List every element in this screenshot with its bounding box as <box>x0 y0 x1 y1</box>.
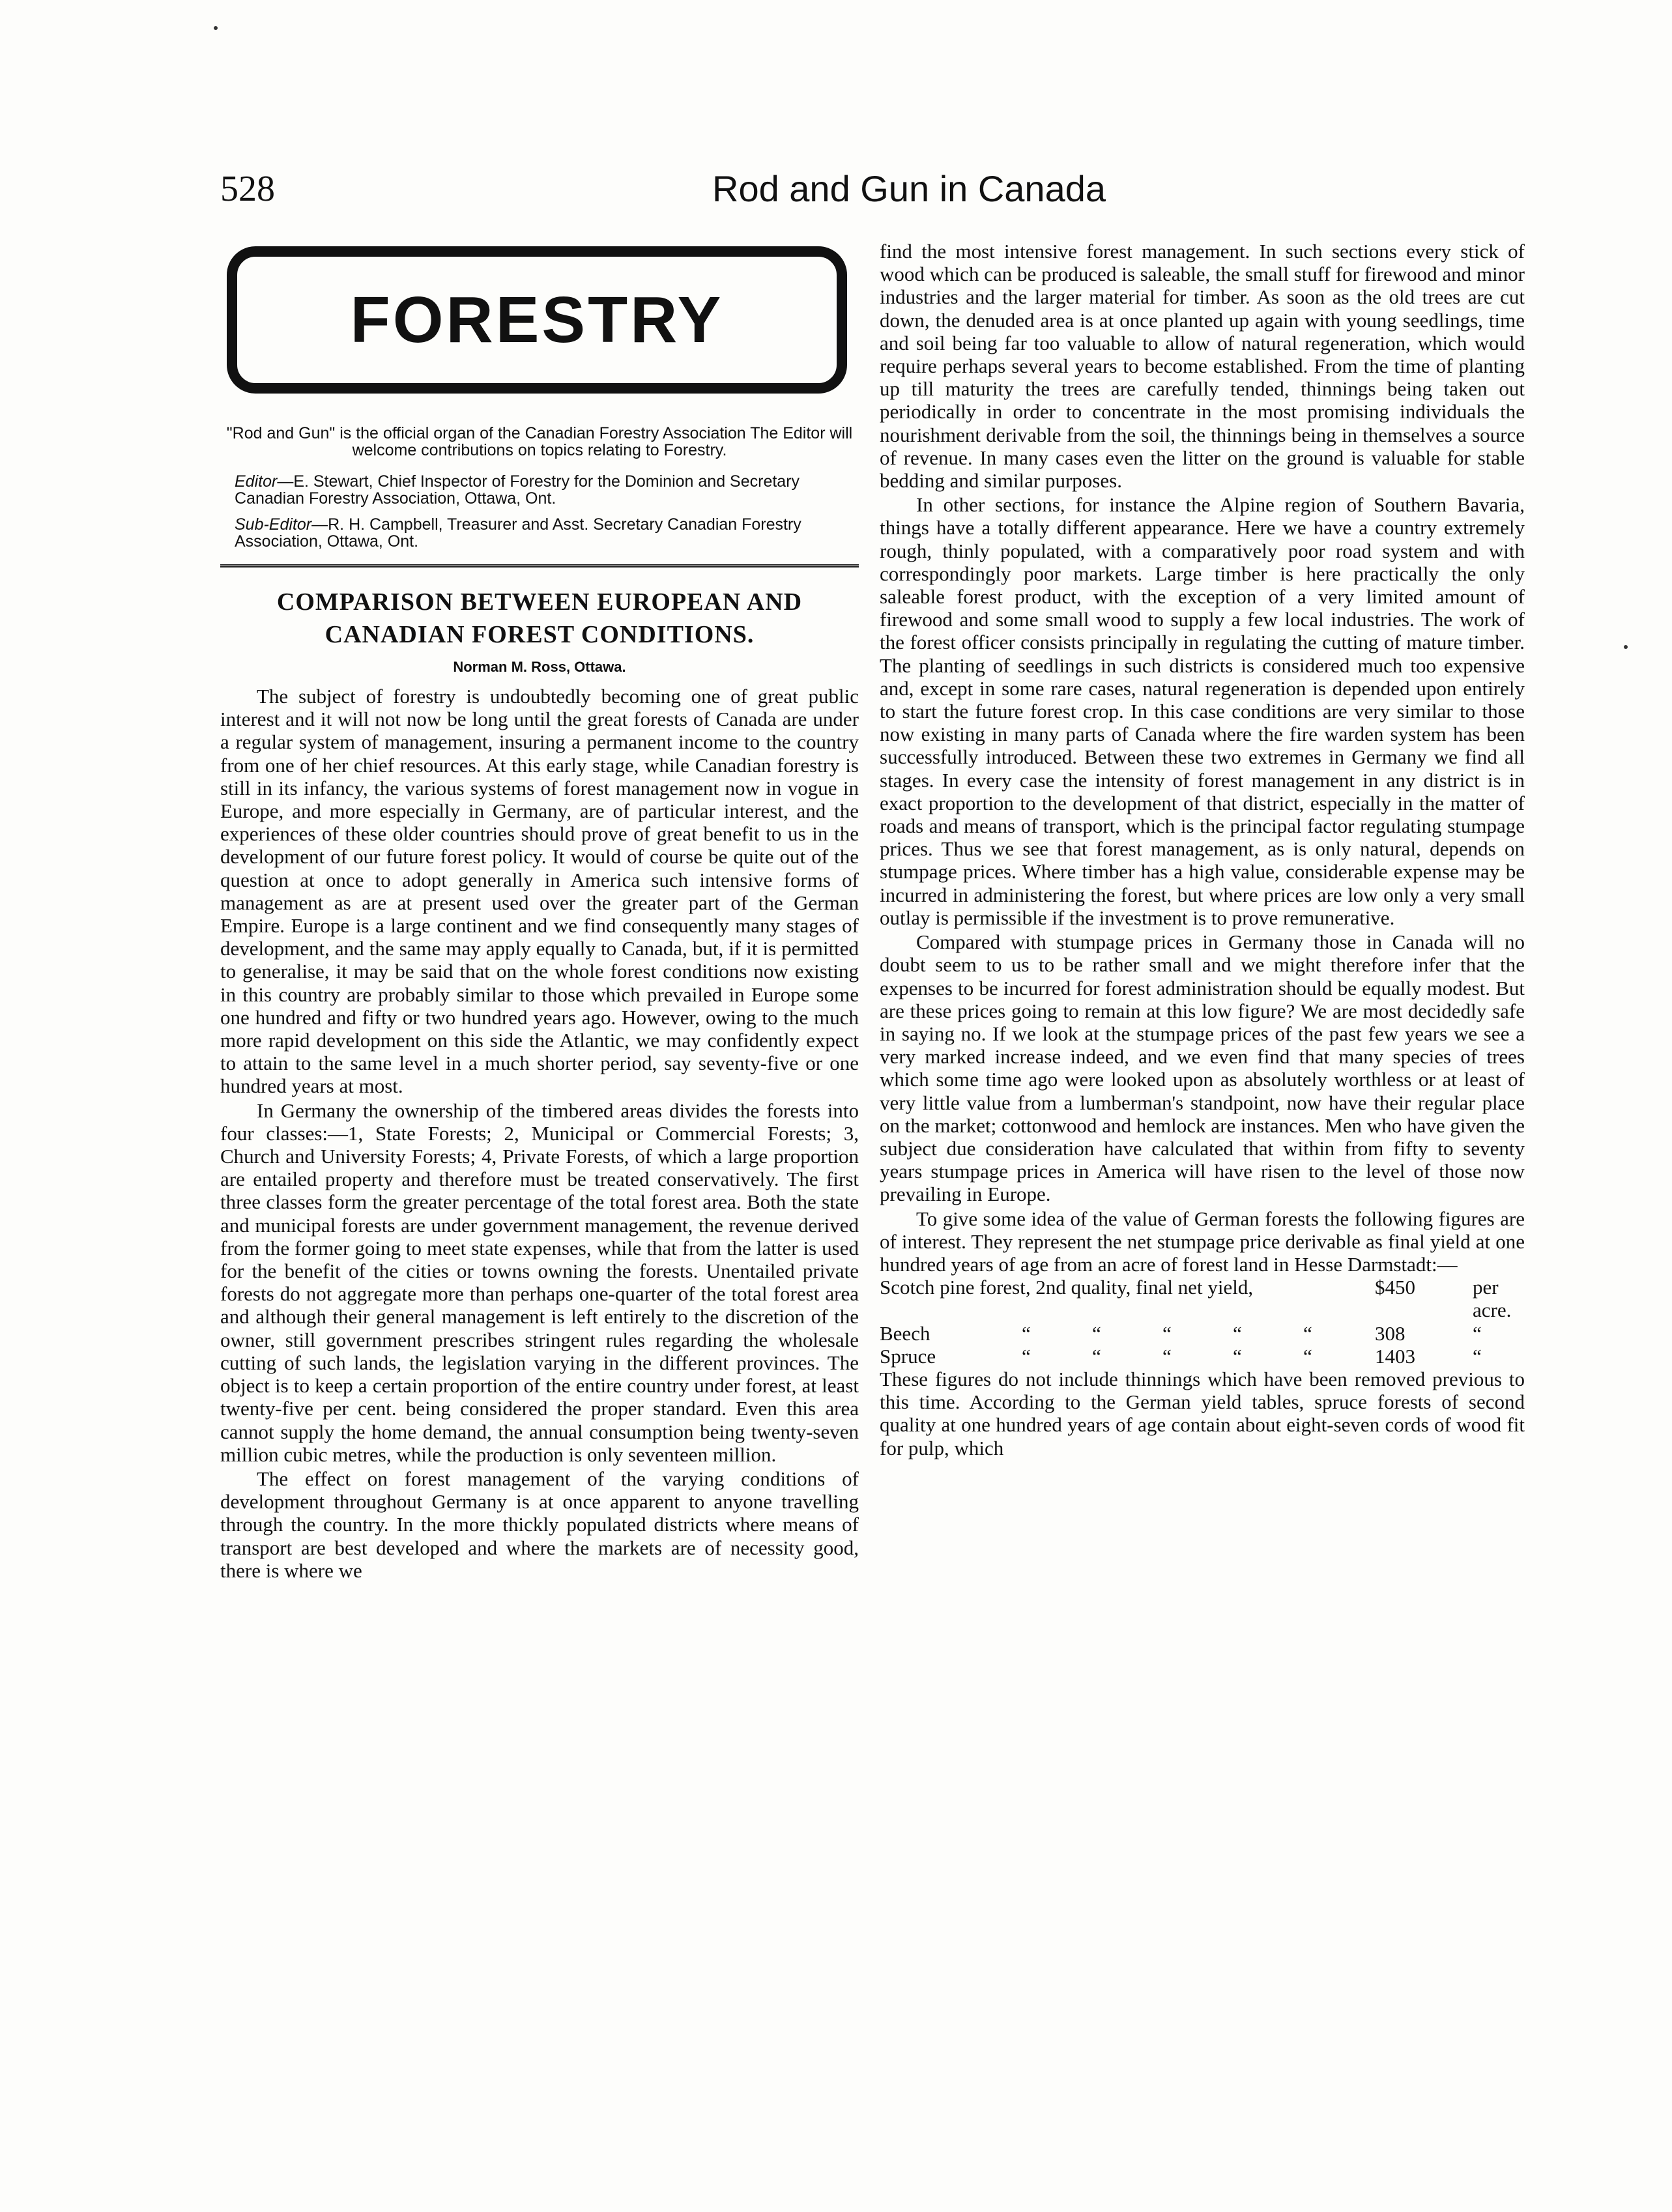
subeditor-role: Sub-Editor <box>235 515 312 534</box>
price-value: 1403 <box>1375 1344 1415 1368</box>
price-label: Scotch pine forest, 2nd quality, final net yield, <box>880 1276 1254 1299</box>
article-title <box>220 586 859 651</box>
subeditor-credit <box>220 516 859 550</box>
body-paragraph: In Germany the ownership of the timbered areas divides the forests into four classes:—1, State Forests; 2, Municipal or Commercial Forests; 3, Church and University Forests; 4, Private Forests, of which a large proportion are entailed property and therefore must be treated conservatively. The first three classes form the greater percentage of the total forest area. Both the state and municipal forests are under government management, the revenue derived from the former going to meet state expenses, while that from the latter is used for the benefit of the cities or towns owning the forests. Unentailed private forests do not aggregate more than perhaps one-quarter of the total forest area and although their general management is left entirely to the discretion of the owner, still government prescribes stringent rules regarding the wholesale cutting of such lands, the legislation varying in the different provinces. The object is to keep a certain proportion of the entire country under forest, at least twenty-five per cent. being considered the proper standard. Even this area cannot supply the home demand, the annual consumption being twenty-seven million cubic metres, while the production is only seventeen million. <box>220 1099 859 1466</box>
price-unit: per acre. <box>1473 1276 1512 1322</box>
editor-credit <box>220 473 859 507</box>
article-title-line: COMPARISON BETWEEN EUROPEAN AND <box>276 588 803 616</box>
ditto-mark: “ <box>1162 1344 1172 1368</box>
price-label: Beech <box>880 1321 930 1345</box>
body-paragraph: The subject of forestry is undoubtedly becoming one of great public interest and it will not now be long until the great forests of Canada are under a regular system of management, insuring a permanent income to the country from one of her chief resources. At this early stage, while Canadian forestry is still in its infancy, the various systems of forest management now in vogue in Europe, and more especially in Germany, are of particular interest, and the experiences of these older countries should prove of great benefit to us in the development of our future forest policy. It would of course be quite out of the question at once to adopt generally in America such intensive forms of management as are at present used over the greater part of the German Empire. Europe is a large continent and we find consequently many stages of development, and the same may apply equally to Canada, but, if it is permitted to generalise, it may be said that on the whole forest conditions now existing in this country are probably similar to those which prevailed in Europe some one hundred and fifty or two hundred years ago. However, owing to the much more rapid development on this side the Atlantic, we may confidently expect to attain to the same level in a much shorter period, say seventy-five or one hundred years at most. <box>220 685 859 1098</box>
running-title: Rod and Gun in Canada <box>712 168 1106 209</box>
ditto-mark: “ <box>1473 1344 1482 1368</box>
subeditor-text: —R. H. Campbell, Treasurer and Asst. Secretary Canadian Forestry Association, Ottawa, Ont. <box>235 515 801 551</box>
right-column <box>880 240 1525 1459</box>
ditto-marks <box>1010 1322 1375 1345</box>
article-byline: Norman M. Ross, Ottawa. <box>453 659 626 675</box>
ditto-mark: “ <box>1473 1321 1482 1345</box>
price-row <box>880 1345 1525 1368</box>
editor-text: —E. Stewart, Chief Inspector of Forestry for the Dominion and Secretary Canadian Forestry Association, Ottawa, Ont. <box>235 472 800 508</box>
staff-credits <box>220 473 859 550</box>
body-paragraph: These figures do not include thinnings which have been removed previous to this time. According to the German yield tables, spruce forests of second quality at one hundred years of age contain about eight-seven cords of wood fit for pulp, which <box>880 1367 1525 1459</box>
ditto-mark: “ <box>1303 1344 1312 1368</box>
body-paragraph: find the most intensive forest management. In such sections every stick of wood which can be produced is saleable, the small stuff for firewood and minor industries and the larger material for timber. As soon as the old trees are cut down, the denuded area is at once planted up again with young seedlings, time and soil being far too valuable to allow of natural regeneration, which would require perhaps several years to become established. From the time of planting up till maturity the trees are carefully tended, thinnings being taken out periodically in order to concentrate in the most promising individuals the nourishment derivable from the soil, the thinnings being in themselves a source of revenue. In many cases even the litter on the ground is valuable for stable bedding and similar purposes. <box>880 240 1525 493</box>
body-paragraph: Compared with stumpage prices in Germany those in Canada will no doubt seem to us to be rather small and we might therefore infer that the expenses to be incurred for forest administration should be equally modest. But are these prices going to remain at this low figure? We are most decidedly safe in saying no. If we look at the stumpage prices of the past few years we see a very marked increase indeed, and we even find that many species of trees which some time ago were looked upon as absolutely worthless or at least of very little value from a lumberman's standpoint, now have their regular place on the market; cottonwood and hemlock are instances. Men who have given the subject due consideration have calculated that within from fifty to seventy years stumpage prices in America will have risen to the level of those now prevailing in Europe. <box>880 930 1525 1206</box>
scan-speck <box>1624 645 1628 649</box>
body-paragraph: To give some idea of the value of German forests the following figures are of interest. They represent the net stumpage price derivable as final yield at one hundred years of age from an acre of forest land in Hesse Darmstadt:— <box>880 1207 1525 1276</box>
section-banner-title: FORESTRY <box>350 283 724 356</box>
masthead-note: "Rod and Gun" is the official organ of the Canadian Forestry Association The Editor will welcome contributions on topics relating to Forestry. <box>226 424 853 459</box>
price-row <box>880 1322 1525 1345</box>
scan-speck <box>214 26 218 30</box>
section-banner <box>227 246 847 394</box>
price-row <box>880 1276 1525 1321</box>
ditto-mark: “ <box>1162 1321 1172 1345</box>
body-paragraph: In other sections, for instance the Alpine region of Southern Bavaria, things have a totally different appearance. Here we have a country extremely rough, thinly populated, with a comparatively poor road system and with correspondingly poor markets. Large timber is here practically the only saleable forest product, with the exception of a very limited amount of firewood and some small wood to supply a few local industries. The work of the forest officer consists principally in regulating the cutting of mature timber. The planting of seedlings in such districts is considered much too expensive and, except in some rare cases, natural regeneration is depended upon entirely to start the future forest crop. In this case conditions are very similar to those now existing in many parts of Canada where the fire warden system has been successfully introduced. Between these two extremes in Germany we find all stages. In every case the intensity of forest management in any district is in exact proportion to the development of that district, especially in the matter of roads and means of transport, which is the principal factor regulating stumpage prices. Thus we see that forest management, as is only natural, depends on stumpage prices. Where timber has a high value, considerable expense may be incurred in administering the forest, but where prices are low only a very small outlay is permissible if the investment is to prove remunerative. <box>880 493 1525 929</box>
ditto-mark: “ <box>1022 1321 1031 1345</box>
article-title-line: CANADIAN FOREST CONDITIONS. <box>324 621 755 648</box>
body-paragraph: The effect on forest management of the varying conditions of development throughout Germany is at once apparent to anyone travelling through the country. In the more thickly populated districts where means of transport are best developed and where the markets are of necessity good, there is where we <box>220 1467 859 1582</box>
page-number: 528 <box>220 169 275 209</box>
price-table <box>880 1276 1525 1368</box>
price-value: $450 <box>1375 1276 1415 1299</box>
price-label: Spruce <box>880 1344 936 1368</box>
ditto-mark: “ <box>1303 1321 1312 1345</box>
section-divider <box>220 564 859 567</box>
editor-role: Editor <box>235 472 278 491</box>
ditto-mark: “ <box>1022 1344 1031 1368</box>
ditto-mark: “ <box>1092 1344 1101 1368</box>
price-value: 308 <box>1375 1321 1405 1345</box>
ditto-mark: “ <box>1233 1344 1242 1368</box>
ditto-marks <box>1010 1345 1375 1368</box>
ditto-mark: “ <box>1092 1321 1101 1345</box>
left-column <box>220 240 859 1582</box>
ditto-mark: “ <box>1233 1321 1242 1345</box>
